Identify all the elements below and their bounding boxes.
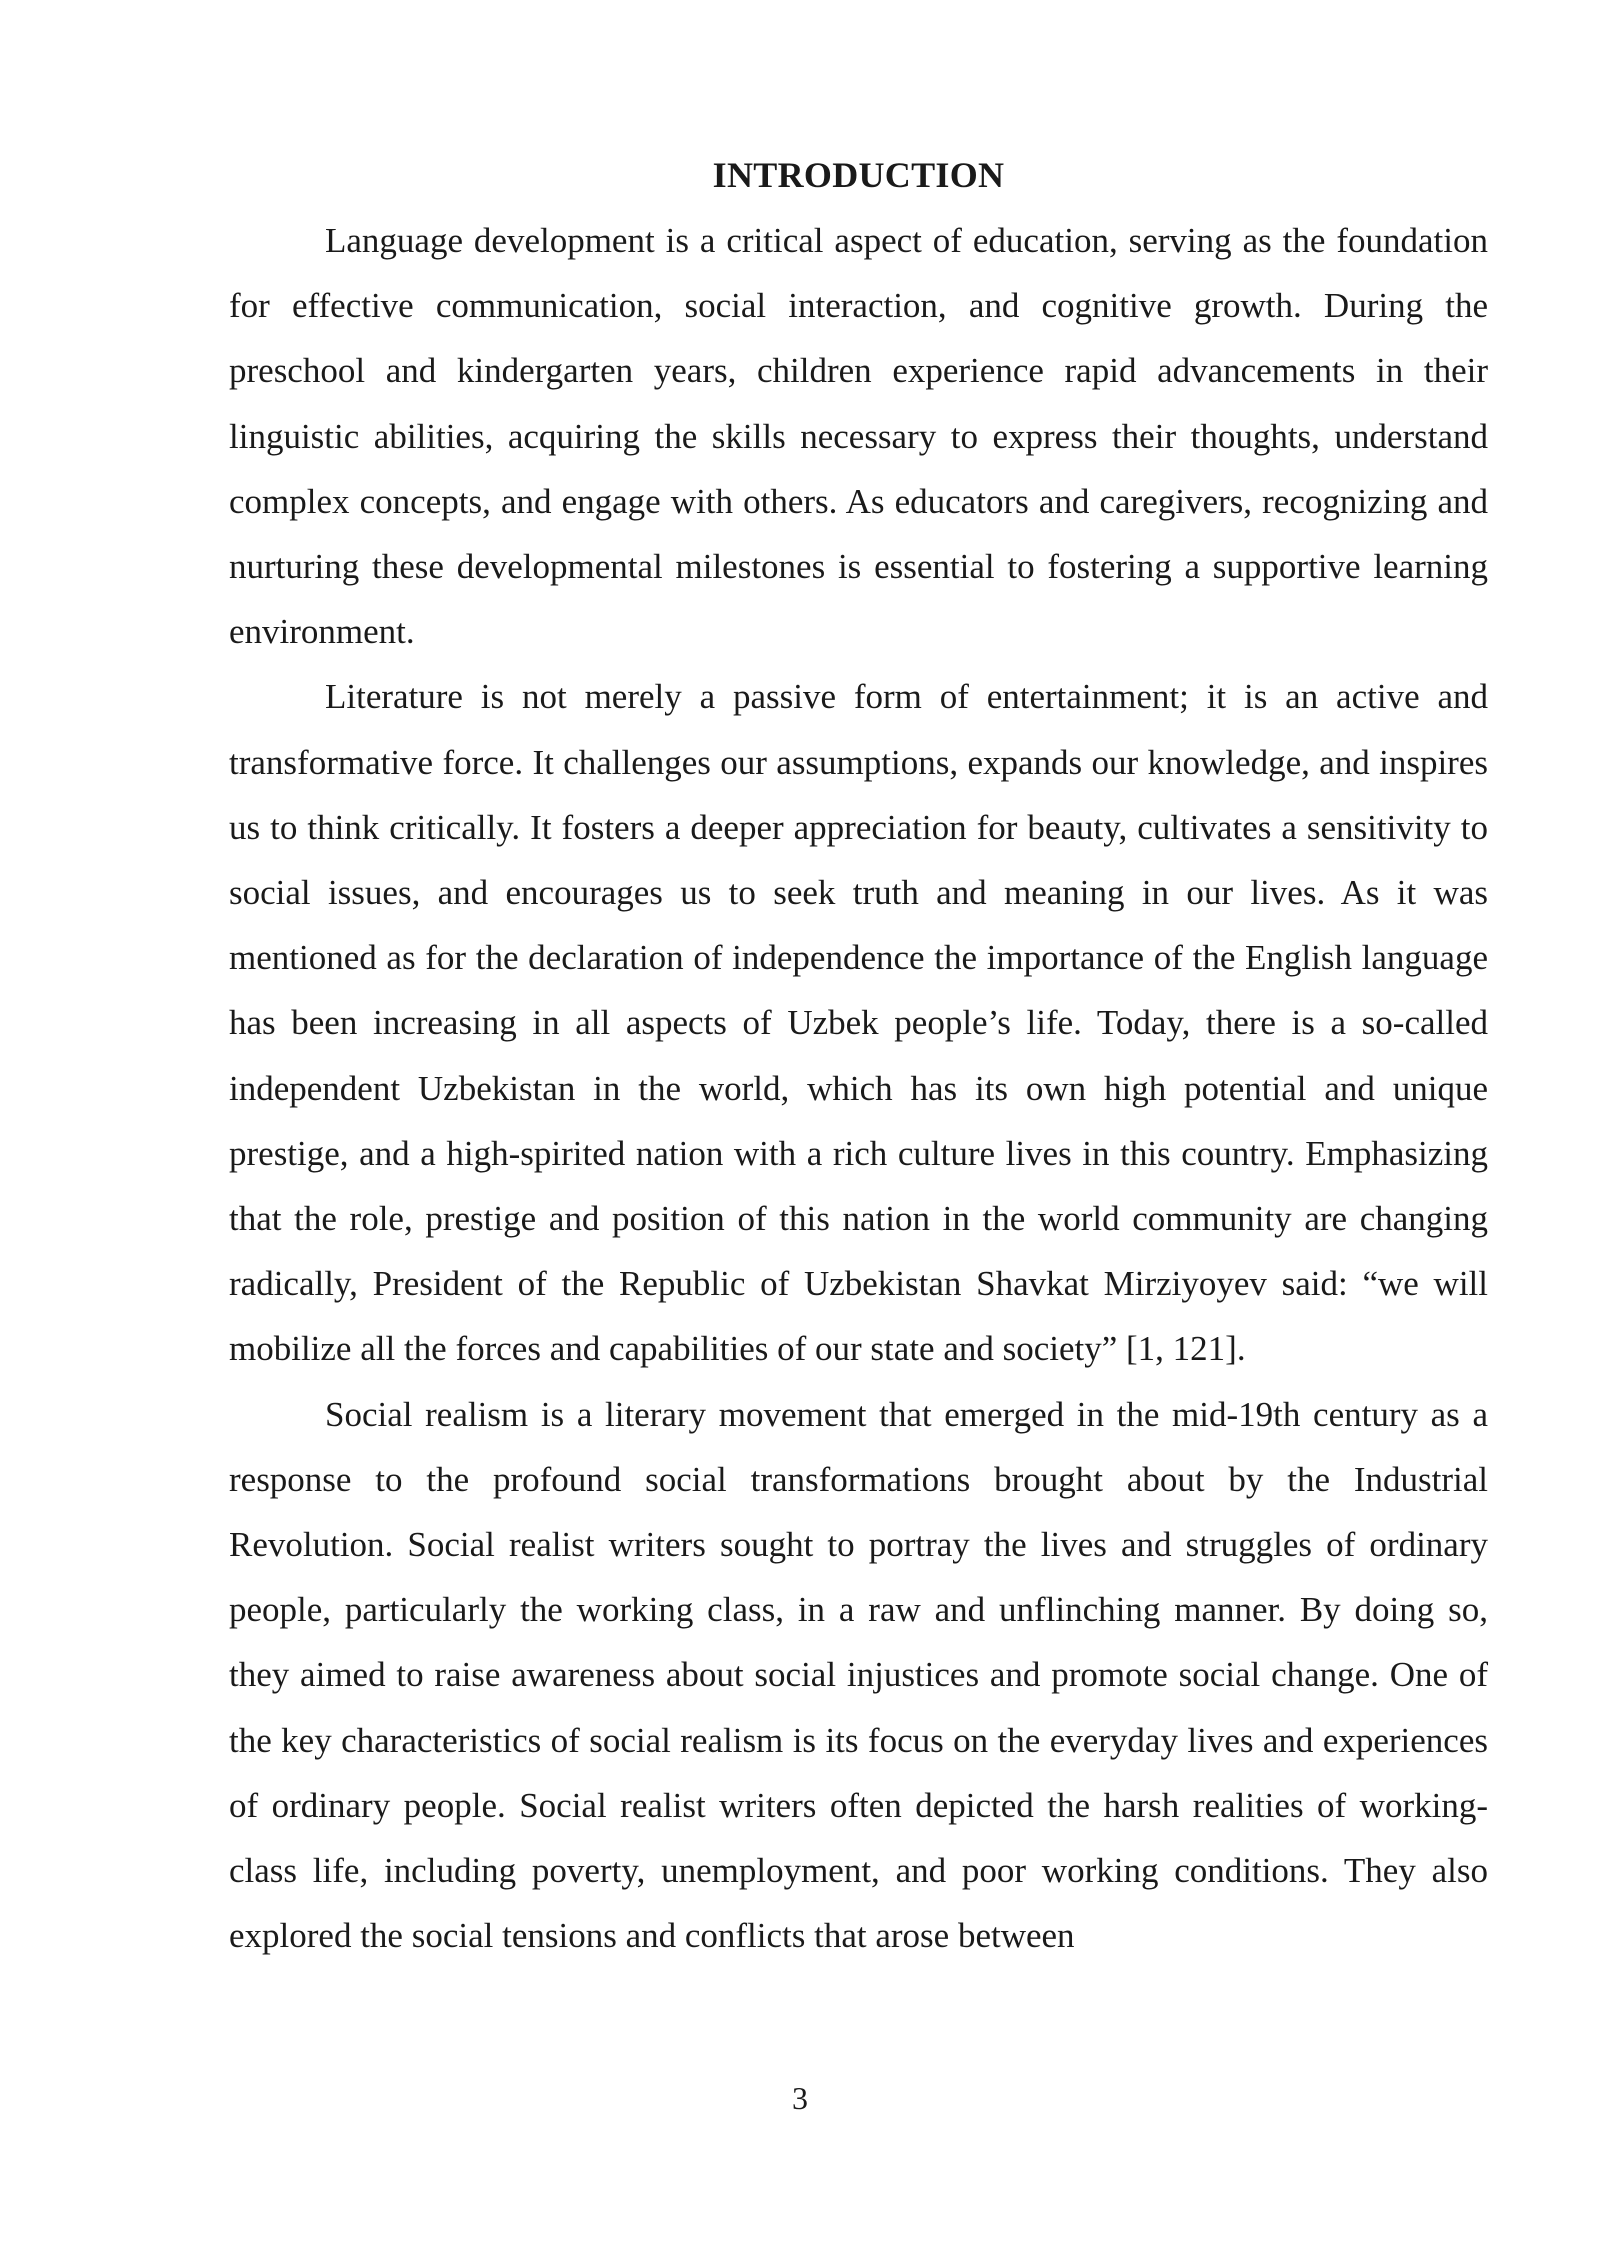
- page-number: 3: [792, 2080, 808, 2116]
- paragraph-social-realism: Social realism is a literary movement that emerged in the mid-19th century as a response to the profound social transformations brought about by the Industrial Revolution. Social realist writers sought to portray the lives and struggles of ordinary people, particularly the working class, in a raw and unflinching manner. By doing so, they aimed to raise awareness about social injustices and promote social change. One of the key characteristics of social realism is its focus on the everyday lives and experiences of ordinary people. Social realist writers often depicted the harsh realities of working-class life, including poverty, unemployment, and poor working conditions. They also explored the social tensions and conflicts that arose between: [229, 1394, 1488, 1956]
- page-content: [229, 148, 1488, 1968]
- paragraph-literature: Literature is not merely a passive form of entertainment; it is an active and transformative force. It challenges our assumptions, expands our knowledge, and inspires us to think critically. It fosters a deeper appreciation for beauty, cultivates a sensitivity to social issues, and encourages us to seek truth and meaning in our lives. As it was mentioned as for the declaration of independence the importance of the English language has been increasing in all aspects of Uzbek people’s life. Today, there is a so-called independent Uzbekistan in the world, which has its own high potential and unique prestige, and a high-spirited nation with a rich culture lives in this country. Emphasizing that the role, prestige and position of this nation in the world community are changing radically, President of the Republic of Uzbekistan Shavkat Mirziyoyev said: “we will mobilize all the forces and capabilities of our state and society” [1, 121].: [229, 677, 1488, 1369]
- paragraph-language-development: Language development is a critical aspect of education, serving as the foundation for effective communication, social interaction, and cognitive growth. During the preschool and kindergarten years, children experience rapid advancements in their linguistic abilities, acquiring the skills necessary to express their thoughts, understand complex concepts, and engage with others. As educators and caregivers, recognizing and nurturing these developmental milestones is essential to fostering a supportive learning environment.: [229, 221, 1488, 652]
- section-heading: INTRODUCTION: [712, 155, 1005, 195]
